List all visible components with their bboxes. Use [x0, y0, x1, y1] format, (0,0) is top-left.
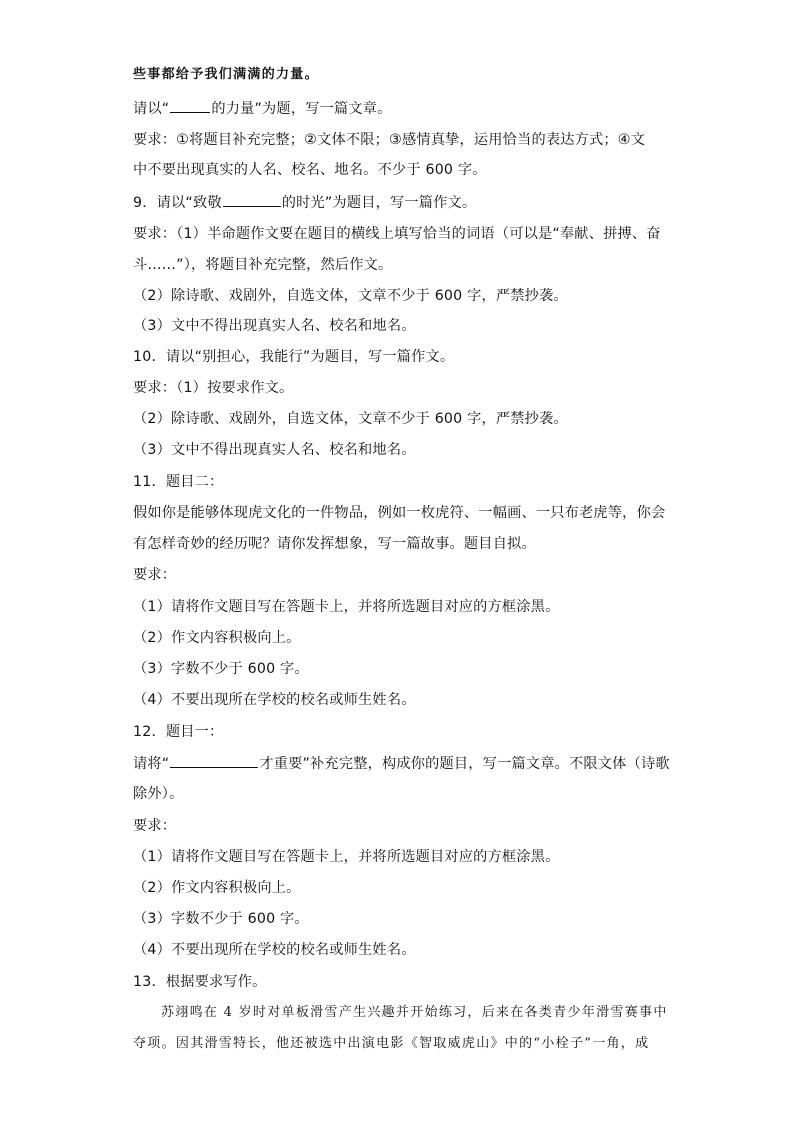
requirement-line: （4）不要出现所在学校的校名或师生姓名。	[133, 942, 416, 958]
prompt-10-title: 10．请以“别担心，我能行”为题目，写一篇作文。	[133, 349, 455, 365]
requirement-line: （2）作文内容积极向上。	[133, 630, 301, 646]
prompt-9-title: 9．请以“致敬 的时光”为题目，写一篇作文。	[133, 192, 476, 213]
requirement-line: 要求：（1）按要求作文。	[133, 380, 294, 396]
title-blank	[170, 98, 210, 113]
requirement-heading: 要求：	[133, 567, 177, 583]
requirement-heading: 要求：	[133, 818, 177, 834]
prompt-text: 除外）。	[133, 786, 184, 802]
requirement-line: 斗……”），将题目补充完整，然后作文。	[133, 257, 393, 273]
passage-line: 夺项。因其滑雪特长，他还被选中出演电影《智取威虎山》中的“小栓子”一角，成	[133, 1036, 650, 1051]
requirement-line: （1）请将作文题目写在答题卡上，并将所选题目对应的方框涂黑。	[133, 849, 560, 865]
prompt-8-title: 请以“ 的力量”为题，写一篇文章。	[133, 98, 392, 119]
requirement-line: （3）文中不得出现真实人名、校名和地名。	[133, 442, 416, 458]
requirement-line: （1）请将作文题目写在答题卡上，并将所选题目对应的方框涂黑。	[133, 599, 560, 615]
prompt-text: 假如你是能够体现虎文化的一件物品，例如一枚虎符、一幅画、一只布老虎等，你会	[133, 505, 666, 521]
requirement-line: （3）字数不少于 600 字。	[133, 911, 309, 927]
requirement-line: 中不要出现真实的人名、校名、地名。不少于 600 字。	[133, 162, 487, 178]
title-blank	[170, 753, 258, 768]
prompt-11-title: 11．题目二：	[133, 474, 224, 490]
passage-line: 些事都给予我们满满的力量。	[133, 67, 319, 82]
requirement-line: 要求：（1）半命题作文要在题目的横线上填写恰当的词语（可以是“奉献、拼搏、奋	[133, 226, 661, 242]
requirement-line: （2）除诗歌、戏剧外，自选文体，文章不少于 600 字，严禁抄袭。	[133, 411, 568, 427]
requirement-line: （4）不要出现所在学校的校名或师生姓名。	[133, 692, 416, 708]
requirement-line: （3）字数不少于 600 字。	[133, 661, 309, 677]
requirement-line: （2）作文内容积极向上。	[133, 880, 301, 896]
requirement-line: 要求：①将题目补充完整；②文体不限；③感情真挚，运用恰当的表达方式；④文	[133, 132, 646, 148]
requirement-line: （3）文中不得出现真实人名、校名和地名。	[133, 318, 416, 334]
prompt-text: 有怎样奇妙的经历呢？请你发挥想象，写一篇故事。题目自拟。	[133, 536, 536, 552]
title-blank	[223, 192, 281, 207]
requirement-line: （2）除诗歌、戏剧外，自选文体，文章不少于 600 字，严禁抄袭。	[133, 288, 568, 304]
prompt-13-title: 13．根据要求写作。	[133, 974, 267, 990]
passage-line: 苏翊鸣在 4 岁时对单板滑雪产生兴趣并开始练习，后来在各类青少年滑雪赛事中	[161, 1005, 668, 1020]
prompt-12-title: 12．题目一：	[133, 724, 224, 740]
prompt-text: 请将“ 才重要”补充完整，构成你的题目，写一篇文章。不限文体（诗歌	[133, 753, 670, 774]
